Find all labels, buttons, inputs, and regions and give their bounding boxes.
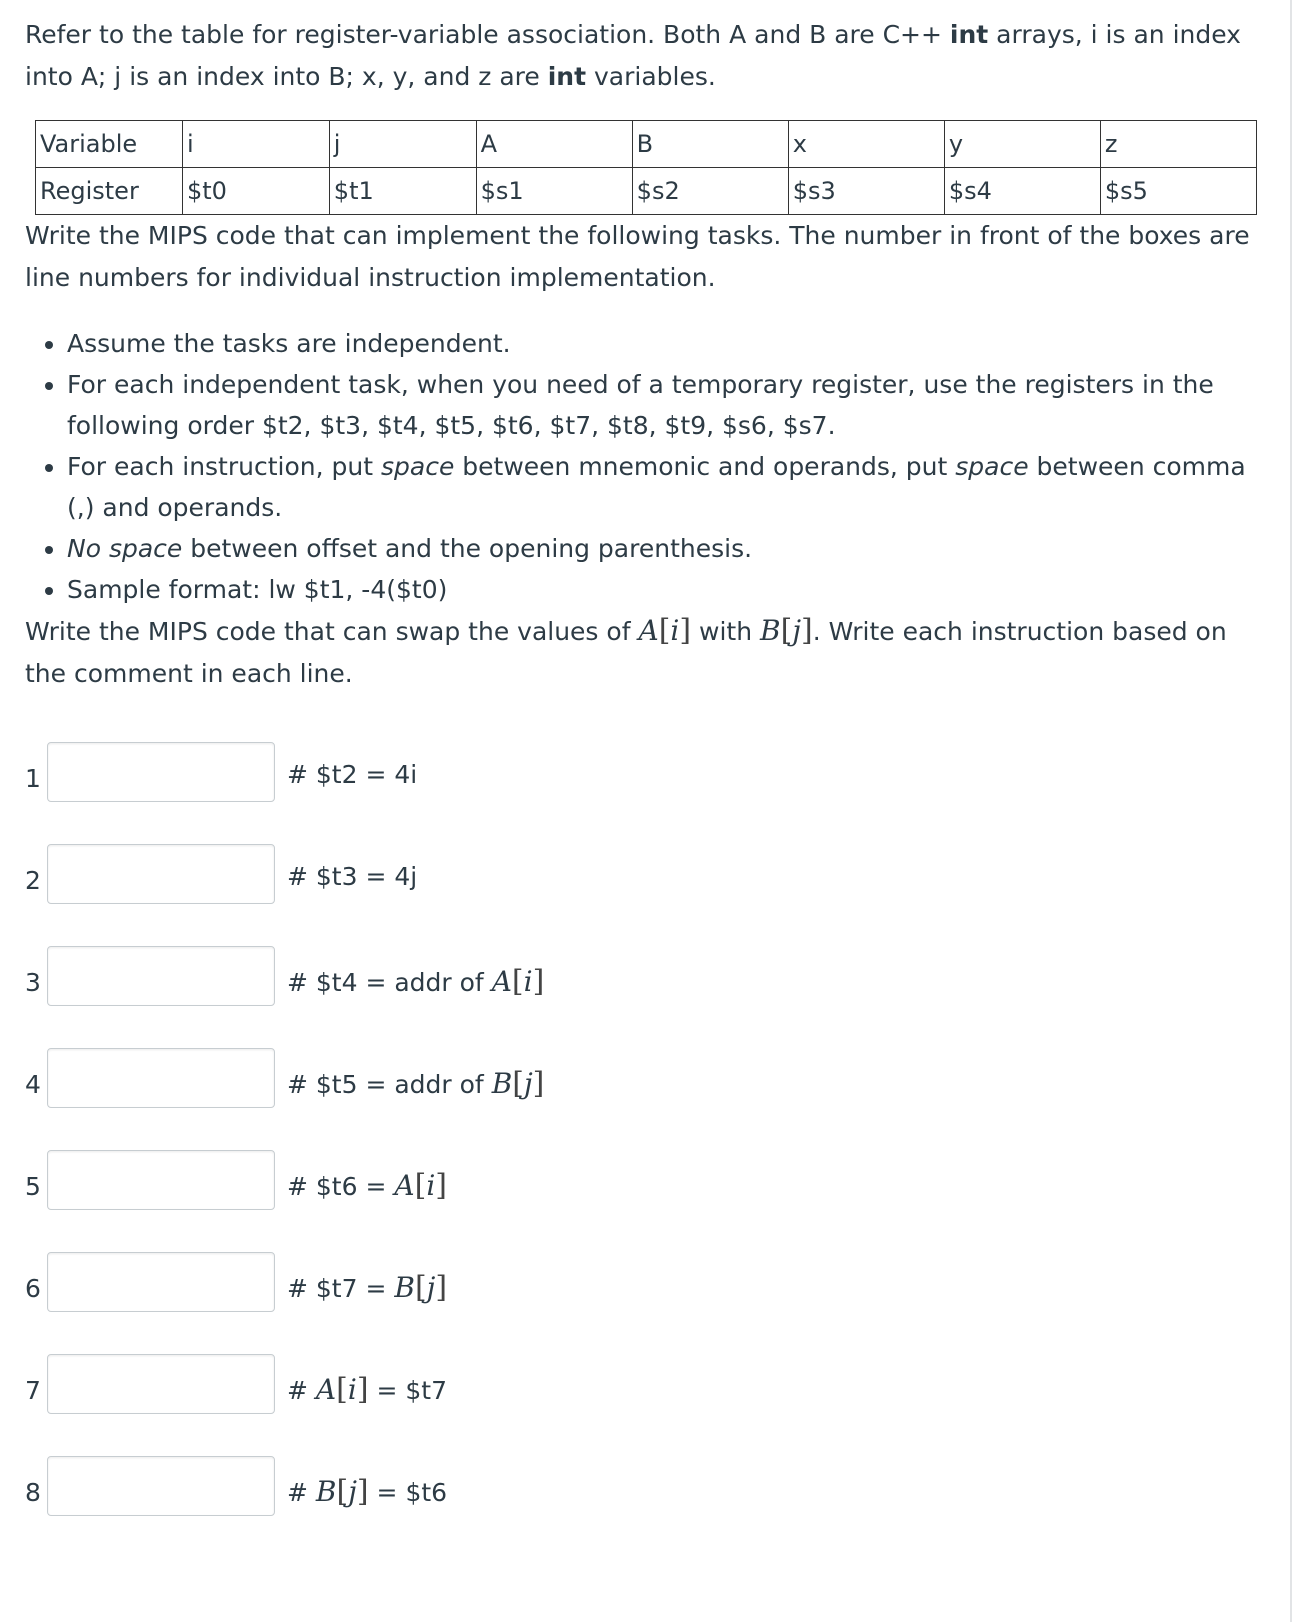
table-cell: B [632, 121, 788, 168]
table-row-variable [36, 121, 1257, 168]
answer-row-3 [0, 946, 800, 1048]
math-index: j [523, 1067, 533, 1100]
table-cell: Variable [36, 121, 183, 168]
math-bracket: [ [780, 613, 793, 648]
comment-text: # $t2 = 4i [287, 760, 418, 789]
table-cell: j [329, 121, 476, 168]
list-item: • Assume the tasks are independent. [67, 323, 1265, 364]
line-comment [287, 1168, 447, 1203]
line-number: 7 [25, 1376, 41, 1405]
line-number: 3 [25, 968, 41, 997]
math-bracket: ] [356, 1372, 369, 1407]
list-item: • Sample format: lw $t1, -4($t0) [67, 569, 1265, 610]
line-number: 6 [25, 1274, 41, 1303]
answer-input-2[interactable] [47, 844, 275, 904]
rule-emphasis: No space [67, 534, 183, 563]
math-var: A [394, 1169, 415, 1202]
table-cell: i [183, 121, 330, 168]
answer-row-5 [0, 1150, 800, 1252]
math-index: j [348, 1475, 357, 1508]
table-cell: z [1100, 121, 1256, 168]
task-text: Write the MIPS code that can swap the values of [25, 617, 639, 646]
line-comment [287, 1372, 447, 1407]
line-number: 1 [25, 764, 41, 793]
answer-input-6[interactable] [47, 1252, 275, 1312]
table-cell: $s4 [944, 168, 1100, 215]
table-row-register [36, 168, 1257, 215]
line-comment [287, 1066, 544, 1101]
table-cell: $s2 [632, 168, 788, 215]
intro-text-1: Refer to the table for register-variable association. Both A and B are C++ [25, 20, 950, 49]
line-comment [287, 862, 417, 891]
math-var: B [394, 1271, 415, 1304]
table-cell: Register [36, 168, 183, 215]
table-cell: $s3 [788, 168, 944, 215]
math-bracket: [ [414, 1270, 427, 1305]
line-comment [287, 1474, 447, 1509]
comment-text: # $t7 = [287, 1274, 395, 1303]
answer-input-5[interactable] [47, 1150, 275, 1210]
math-bracket: ] [435, 1168, 447, 1203]
task-text: . Write each instruction based on the comment in each line. [25, 617, 1227, 688]
math-bracket: ] [532, 1066, 545, 1101]
math-index: j [792, 614, 802, 647]
answer-row-4 [0, 1048, 800, 1150]
line-comment [287, 1270, 447, 1305]
table-cell: A [476, 121, 632, 168]
list-item [67, 528, 1265, 569]
rule-text: between comma (,) and operands. [67, 452, 1246, 522]
answer-input-1[interactable] [47, 742, 275, 802]
answer-row-8 [0, 1456, 800, 1558]
intro-bold-int-1: int [949, 20, 989, 49]
math-bracket: [ [336, 1372, 348, 1407]
answer-row-6 [0, 1252, 800, 1354]
intro-text-2: arrays, i is an index into A; j is an index into B; x, y, and z are [25, 20, 1241, 91]
comment-text: # $t4 = addr of [287, 968, 492, 997]
register-variable-table [35, 120, 1257, 215]
math-bracket: ] [532, 964, 545, 999]
task-paragraph [25, 610, 1265, 695]
comment-text: = $t7 [368, 1376, 448, 1405]
rule-text: between offset and the opening parenthesis. [182, 534, 753, 563]
list-item [67, 446, 1265, 528]
comment-text: # [287, 1376, 316, 1405]
table-cell: $s5 [1100, 168, 1256, 215]
math-index: j [426, 1271, 436, 1304]
math-var: A [638, 614, 659, 647]
comment-text: # $t3 = 4j [287, 862, 418, 891]
math-var: A [315, 1373, 337, 1406]
answer-input-8[interactable] [47, 1456, 275, 1516]
math-index: i [523, 965, 533, 998]
math-bracket: ] [679, 613, 692, 648]
rule-text: For each instruction, put [67, 452, 381, 481]
answer-lines [0, 742, 800, 1558]
intro-text-3: variables. [586, 62, 716, 91]
rule-emphasis: space [955, 452, 1029, 481]
math-bracket: ] [435, 1270, 448, 1305]
list-item: • For each independent task, when you need of a temporary register, use the registers in the following order $t2, $t3, $t4, $t5, $t6, $t7, $t8, $t9, $s6, $s7. [67, 364, 1265, 446]
math-bracket: [ [336, 1474, 349, 1509]
instructions-paragraph: Write the MIPS code that can implement the following tasks. The number in front of the boxes are line numbers for individual instruction implementation. [25, 221, 1250, 292]
comment-text: # $t6 = [287, 1172, 395, 1201]
page-scrollbar-track [1290, 0, 1292, 1622]
answer-input-7[interactable] [47, 1354, 275, 1414]
math-var: B [491, 1067, 513, 1100]
math-index: i [347, 1373, 357, 1406]
line-number: 8 [25, 1478, 41, 1507]
comment-text: = $t6 [368, 1478, 448, 1507]
answer-input-3[interactable] [47, 946, 275, 1006]
intro-paragraph [25, 14, 1265, 98]
answer-row-1 [0, 742, 800, 844]
answer-row-7 [0, 1354, 800, 1456]
rule-emphasis: space [380, 452, 455, 481]
math-bracket: [ [511, 964, 524, 999]
intro-bold-int-2: int [547, 62, 587, 91]
table-cell: x [788, 121, 944, 168]
math-var: B [315, 1475, 337, 1508]
math-index: i [426, 1169, 436, 1202]
math-bracket: ] [356, 1474, 369, 1509]
table-cell: $t1 [329, 168, 476, 215]
table-cell: y [944, 121, 1100, 168]
math-bracket: ] [801, 613, 813, 648]
comment-text: # $t5 = addr of [287, 1070, 492, 1099]
table-cell: $t0 [183, 168, 330, 215]
comment-text: # [287, 1478, 316, 1507]
math-var: A [491, 965, 512, 998]
table-cell: $s1 [476, 168, 632, 215]
line-number: 2 [25, 866, 41, 895]
rule-text: between mnemonic and operands, put [454, 452, 956, 481]
rules-list [25, 323, 1265, 610]
line-number: 5 [25, 1172, 41, 1201]
line-comment [287, 760, 417, 789]
question-content [25, 14, 1265, 695]
math-bracket: [ [414, 1168, 427, 1203]
line-number: 4 [25, 1070, 41, 1099]
math-bracket: [ [512, 1066, 524, 1101]
math-bracket: [ [658, 613, 671, 648]
line-comment [287, 964, 544, 999]
answer-row-2 [0, 844, 800, 946]
math-index: i [670, 614, 680, 647]
math-var: B [760, 614, 781, 647]
task-text: with [691, 617, 761, 646]
answer-input-4[interactable] [47, 1048, 275, 1108]
